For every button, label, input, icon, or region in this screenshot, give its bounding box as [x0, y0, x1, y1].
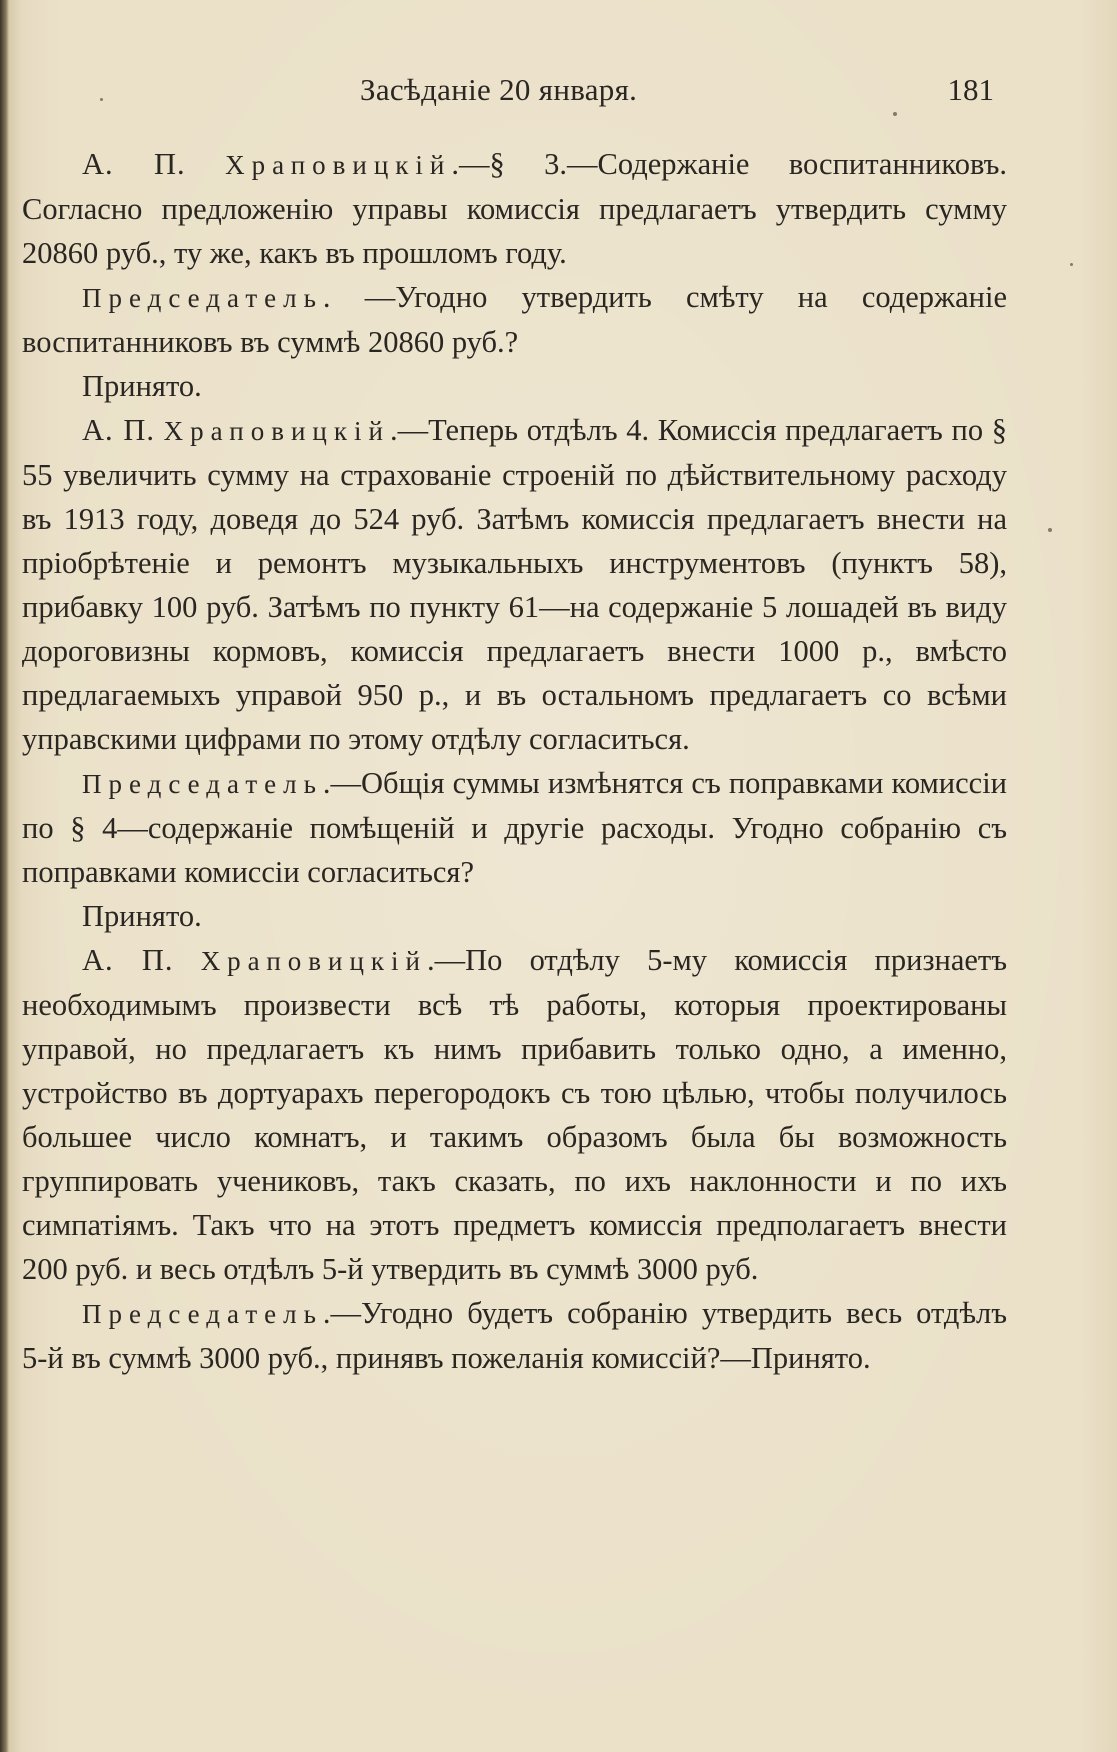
body-text	[22, 142, 1007, 1380]
paragraph-text: . —Угодно утвердить смѣту на содержаніе воспитанниковъ въ суммѣ 20860 руб.?	[22, 280, 1007, 359]
paragraph	[22, 938, 1007, 1291]
paper-speck	[1070, 263, 1073, 266]
paragraph-text: .—По отдѣлу 5-му комиссія признаетъ необходимымъ произвести всѣ тѣ работы, которыя проектированы управой, но предлагаетъ къ нимъ прибавить только одно, а именно, устройство въ дортуарахъ перегородокъ съ тою цѣлью, чтобы получилось большее число комнатъ, и такимъ образомъ была бы возможность группировать учениковъ, такъ сказать, по ихъ наклонности и по ихъ симпатіямъ. Такъ что на этотъ предметъ комиссія предполагаетъ внести 200 руб. и весь отдѣлъ 5-й утвердить въ суммѣ 3000 руб.	[22, 943, 1007, 1286]
speaker-initials: А. П.	[82, 147, 186, 181]
paragraph	[22, 1291, 1007, 1380]
paper-speck	[1048, 528, 1052, 532]
paragraph	[22, 275, 1007, 364]
speaker-name: Храповицкій	[225, 150, 452, 180]
page-number: 181	[947, 72, 994, 107]
paragraph-text: Принято.	[82, 899, 202, 933]
paragraph	[22, 408, 1007, 761]
speaker-name: Храповицкій	[163, 416, 390, 446]
paragraph-text: Принято.	[82, 369, 202, 403]
paragraph	[22, 761, 1007, 894]
speaker-name: Председатель	[82, 769, 323, 799]
speaker-name: Храповицкій	[200, 946, 427, 976]
paper-speck	[893, 112, 897, 116]
running-head	[80, 72, 1000, 122]
speaker-initials: А. П.	[82, 943, 174, 977]
paragraph	[22, 142, 1007, 275]
paragraph-text: .—Угодно будетъ собранію утвердить весь отдѣлъ 5-й въ суммѣ 3000 руб., принявъ пожеланія комиссій?—Принято.	[22, 1296, 1007, 1375]
paragraph	[22, 364, 1007, 408]
book-spine-edge	[0, 0, 9, 1752]
speaker-name: Председатель	[82, 283, 323, 313]
paragraph	[22, 894, 1007, 938]
speaker-name: Председатель	[82, 1299, 323, 1329]
running-title: Засѣданіе 20 января.	[360, 72, 638, 107]
paper-speck	[100, 98, 103, 101]
paragraph-text: .—Общія суммы измѣнятся съ поправками комиссіи по § 4—содержаніе помѣщеній и другіе расходы. Угодно собранію съ поправками комиссіи согласиться?	[22, 766, 1007, 889]
paragraph-text: .—§ 3.—Содержаніе воспитанниковъ. Согласно предложенію управы комиссія предлагаетъ утвердить сумму 20860 руб., ту же, какъ въ прошломъ году.	[22, 147, 1007, 270]
speaker-initials: А. П.	[82, 413, 155, 447]
paragraph-text: .—Теперь отдѣлъ 4. Комиссія предлагаетъ по § 55 увеличить сумму на страхованіе строеній по дѣйствительному расходу въ 1913 году, доведя до 524 руб. Затѣмъ комиссія предлагаетъ внести на пріобрѣтеніе и ремонтъ музыкальныхъ инструментовъ (пунктъ 58), прибавку 100 руб. Затѣмъ по пункту 61—на содержаніе 5 лошадей въ виду дороговизны кормовъ, комиссія предлагаетъ внести 1000 р., вмѣсто предлагаемыхъ управой 950 р., и въ остальномъ предлагаетъ со всѣми управскими цифрами по этому отдѣлу согласиться.	[22, 413, 1007, 756]
